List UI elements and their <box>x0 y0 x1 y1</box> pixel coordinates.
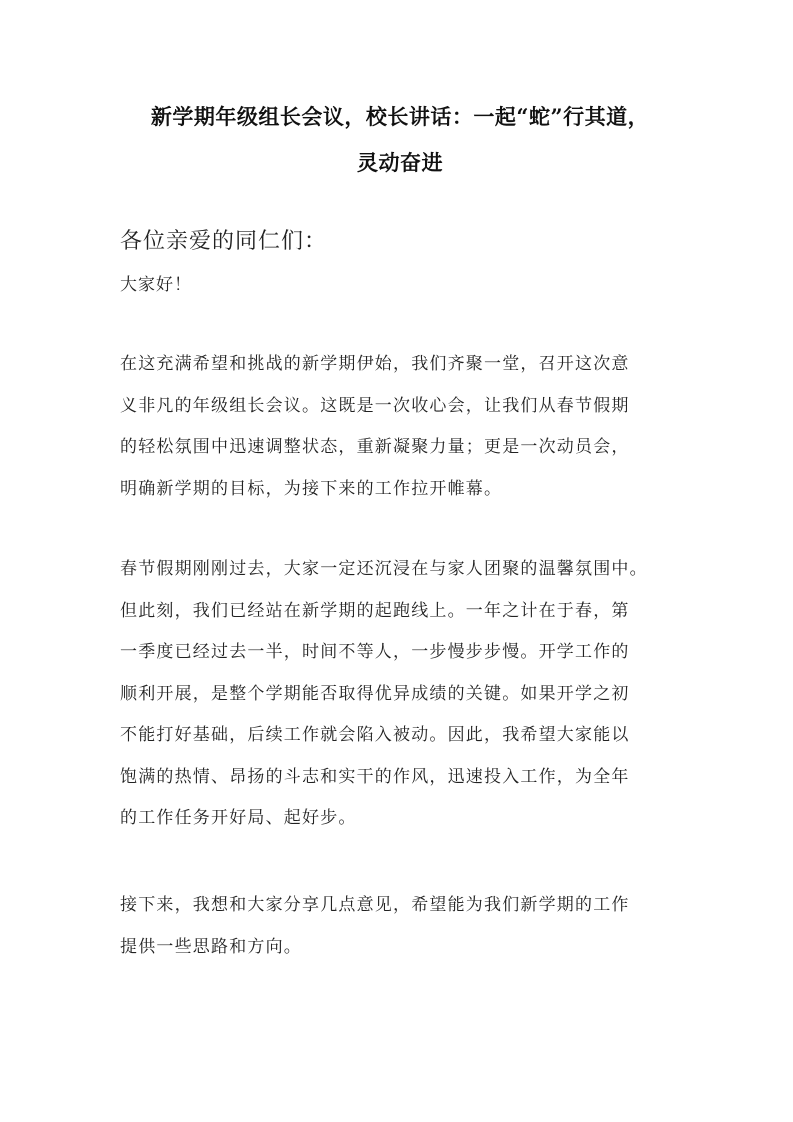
paragraph-line: 顺利开展，是整个学期能否取得优异成绩的关键。如果开学之初 <box>120 683 630 704</box>
title-line-1: 新学期年级组长会议，校长讲话：一起“蛇”行其道， <box>150 104 650 129</box>
greeting: 大家好！ <box>120 275 192 295</box>
paragraph-line: 义非凡的年级组长会议。这既是一次收心会，让我们从春节假期 <box>120 395 630 416</box>
paragraph-line: 饱满的热情、昂扬的斗志和实干的作风，迅速投入工作，为全年 <box>120 766 630 787</box>
paragraph-line: 提供一些思路和方向。 <box>120 936 302 957</box>
paragraph-line: 春节假期刚刚过去，大家一定还沉浸在与家人团聚的温馨氛围中。 <box>120 559 648 579</box>
paragraph-line: 不能打好基础，后续工作就会陷入被动。因此，我希望大家能以 <box>120 725 630 745</box>
paragraph-line: 的工作任务开好局、起好步。 <box>120 808 357 828</box>
paragraph-line: 明确新学期的目标，为接下来的工作拉开帷幕。 <box>120 478 503 499</box>
paragraph-line: 接下来，我想和大家分享几点意见，希望能为我们新学期的工作 <box>120 895 630 915</box>
paragraph-line: 的轻松氛围中迅速调整状态，重新凝聚力量；更是一次动员会， <box>120 437 630 457</box>
paragraph-1 <box>120 344 700 510</box>
salutation: 各位亲爱的同仁们： <box>120 229 328 254</box>
document-title <box>100 94 700 186</box>
paragraph-line: 在这充满希望和挑战的新学期伊始，我们齐聚一堂，召开这次意 <box>120 354 630 374</box>
title-line-2: 灵动奋进 <box>357 150 443 175</box>
paragraph-line: 但此刻，我们已经站在新学期的起跑线上。一年之计在于春，第 <box>120 600 630 621</box>
paragraph-line: 一季度已经过去一半，时间不等人，一步慢步步慢。开学工作的 <box>120 642 630 662</box>
paragraph-3 <box>120 885 700 968</box>
paragraph-2 <box>120 549 700 840</box>
